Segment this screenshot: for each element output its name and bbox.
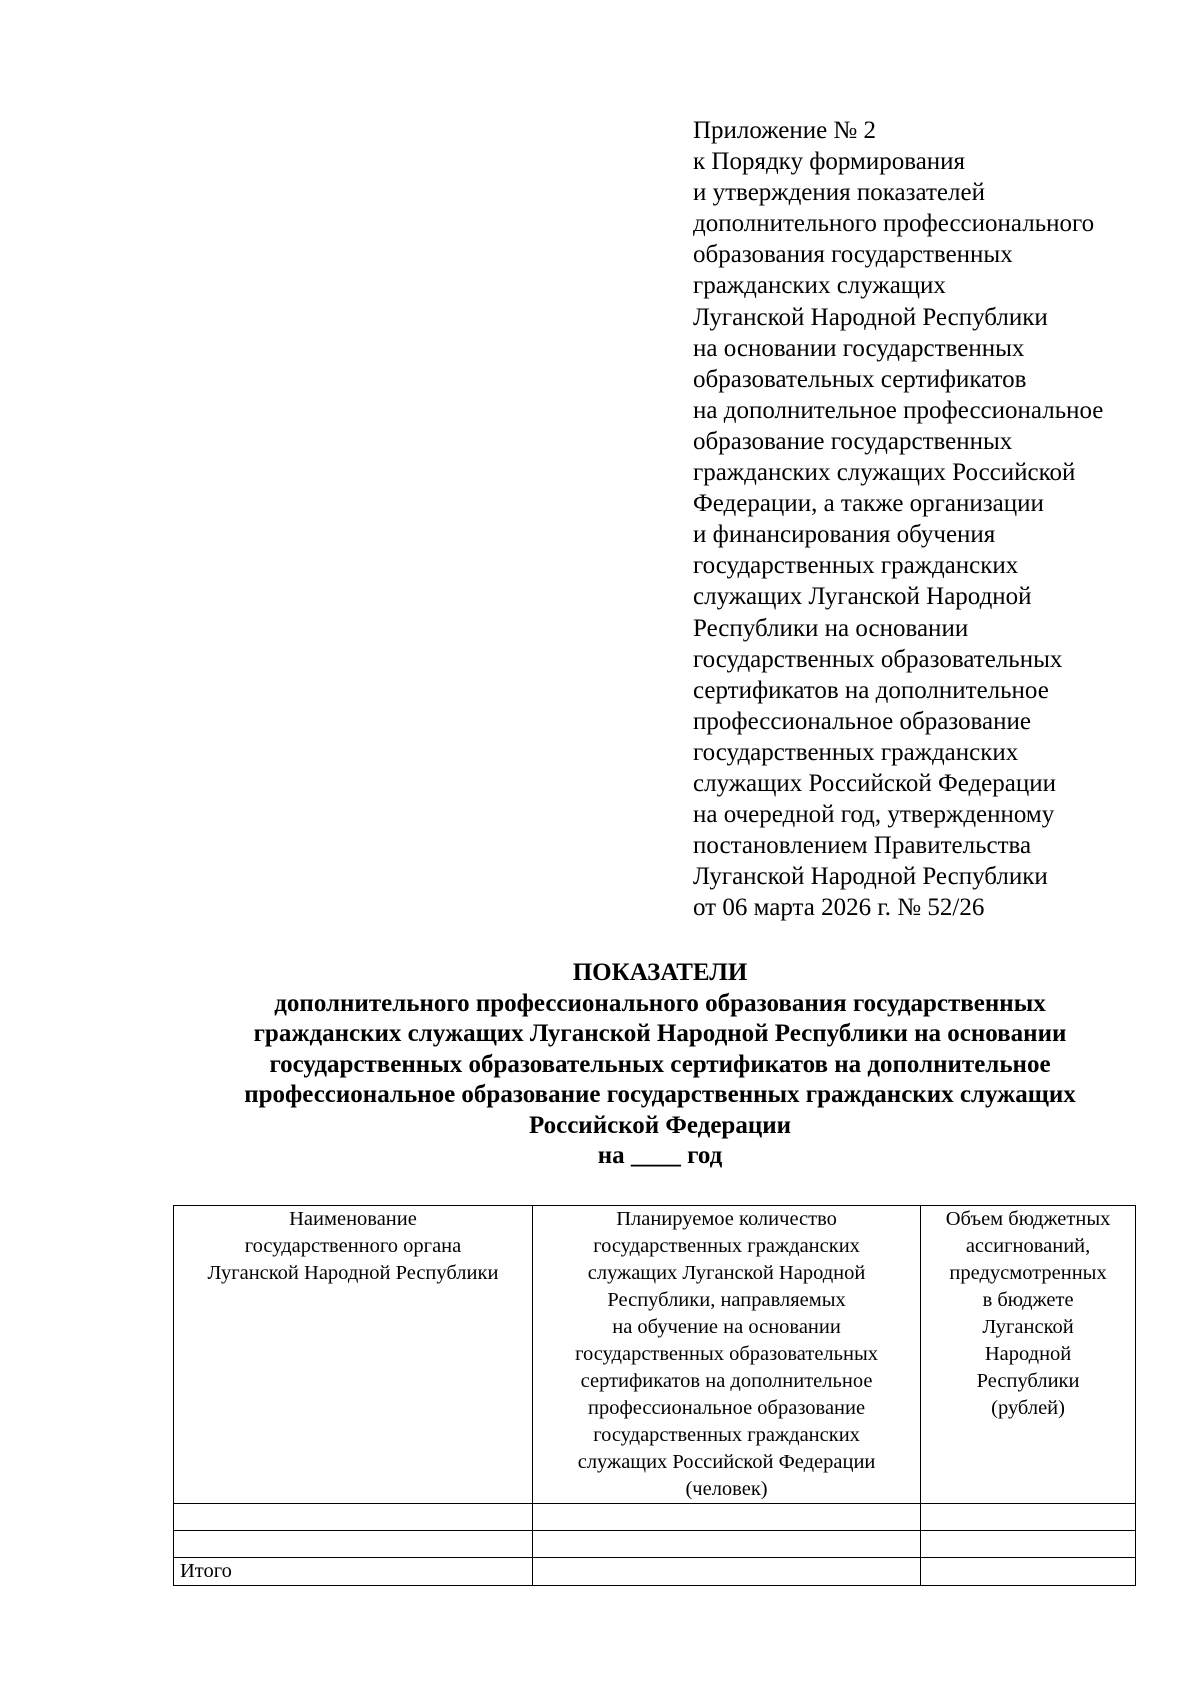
appendix-line: образовательных сертификатов [693,365,1027,393]
table-cell [174,1531,533,1558]
table-row [174,1531,1136,1558]
header-text: Луганской Народной Республики [207,1262,499,1284]
header-text: Республики, направляемых [607,1289,846,1311]
title-line: профессиональное образование государственных гражданских служащих [244,1081,1076,1108]
appendix-line: и финансирования обучения [693,521,996,549]
appendix-line: государственных образовательных [693,645,1063,673]
appendix-line: служащих Луганской Народной [693,583,1032,611]
table-cell [532,1558,920,1586]
appendix-line: Республики на основании [693,614,969,642]
header-text: государственных гражданских [593,1235,860,1257]
appendix-line: дополнительного профессионального [693,210,1095,238]
document-title [160,958,1160,1172]
table-cell [532,1504,920,1531]
table-cell [921,1504,1136,1531]
header-text: государственного органа [244,1235,462,1257]
header-text: Планируемое количество [616,1208,837,1230]
title-line: государственных образовательных сертификатов на дополнительное [269,1050,1051,1078]
appendix-line: гражданских служащих Российской [693,459,1076,487]
appendix-line: Луганской Народной Республики [693,303,1048,331]
header-text: служащих Луганской Народной [587,1262,866,1284]
title-line: Российской Федерации [528,1111,792,1139]
appendix-line: Луганской Народной Республики [693,863,1048,891]
appendix-line: к Порядку формирования [693,148,966,176]
table-header-row [174,1206,1136,1504]
appendix-line: сертификатов на дополнительное [693,676,1049,704]
header-text: Объем бюджетных [945,1208,1111,1230]
title-year-line: на ____ год [597,1142,723,1169]
appendix-line: Приложение № 2 [693,117,877,144]
header-text: Луганской [982,1316,1074,1338]
appendix-line: и утверждения показателей [693,179,985,207]
header-text: служащих Российской Федерации [577,1451,876,1473]
header-text: государственных гражданских [593,1424,860,1446]
appendix-line: от 06 марта 2026 г. № 52/26 [693,894,985,922]
table-total-row [174,1558,1136,1586]
table-row [174,1504,1136,1531]
appendix-reference [693,115,1173,923]
appendix-line: постановлением Правительства [693,832,1032,860]
appendix-line: на дополнительное профессиональное [693,396,1104,424]
header-text: Наименование [289,1208,417,1230]
header-text: на обучение на основании [612,1316,841,1338]
header-cell-budget [921,1206,1136,1504]
appendix-line: служащих Российской Федерации [693,769,1057,797]
appendix-line: на основании государственных [693,334,1025,362]
total-label: Итого [174,1558,533,1586]
appendix-line: Федерации, а также организации [693,490,1044,518]
title-line: гражданских служащих Луганской Народной Республики на основании [253,1020,1067,1047]
appendix-line: государственных гражданских [693,552,1019,580]
header-text: в бюджете [982,1289,1074,1311]
header-text: Республики [976,1370,1080,1392]
appendix-line: гражданских служащих [693,272,946,300]
table-cell [532,1531,920,1558]
appendix-line: образование государственных [693,427,1013,455]
header-text: (рублей) [991,1397,1065,1419]
appendix-line: государственных гражданских [693,738,1019,766]
header-text: Народной [984,1343,1072,1365]
header-text: сертификатов на дополнительное [580,1370,873,1392]
header-cell-planned-count [532,1206,920,1504]
indicators-table [173,1205,1136,1586]
appendix-line: образования государственных [693,241,1013,269]
appendix-line: на очередной год, утвержденному [693,801,1055,829]
table-cell [921,1558,1136,1586]
appendix-line: профессиональное образование [693,707,1031,735]
header-text: государственных образовательных [575,1343,878,1365]
header-text: профессиональное образование [587,1397,866,1419]
table-cell [921,1531,1136,1558]
header-text: (человек) [685,1478,768,1500]
header-text: ассигнований, [965,1235,1091,1257]
header-cell-authority [174,1206,533,1504]
title-heading: ПОКАЗАТЕЛИ [572,959,748,986]
title-line: дополнительного профессионального образования государственных [274,989,1046,1017]
table-cell [174,1504,533,1531]
header-text: предусмотренных [949,1262,1107,1284]
